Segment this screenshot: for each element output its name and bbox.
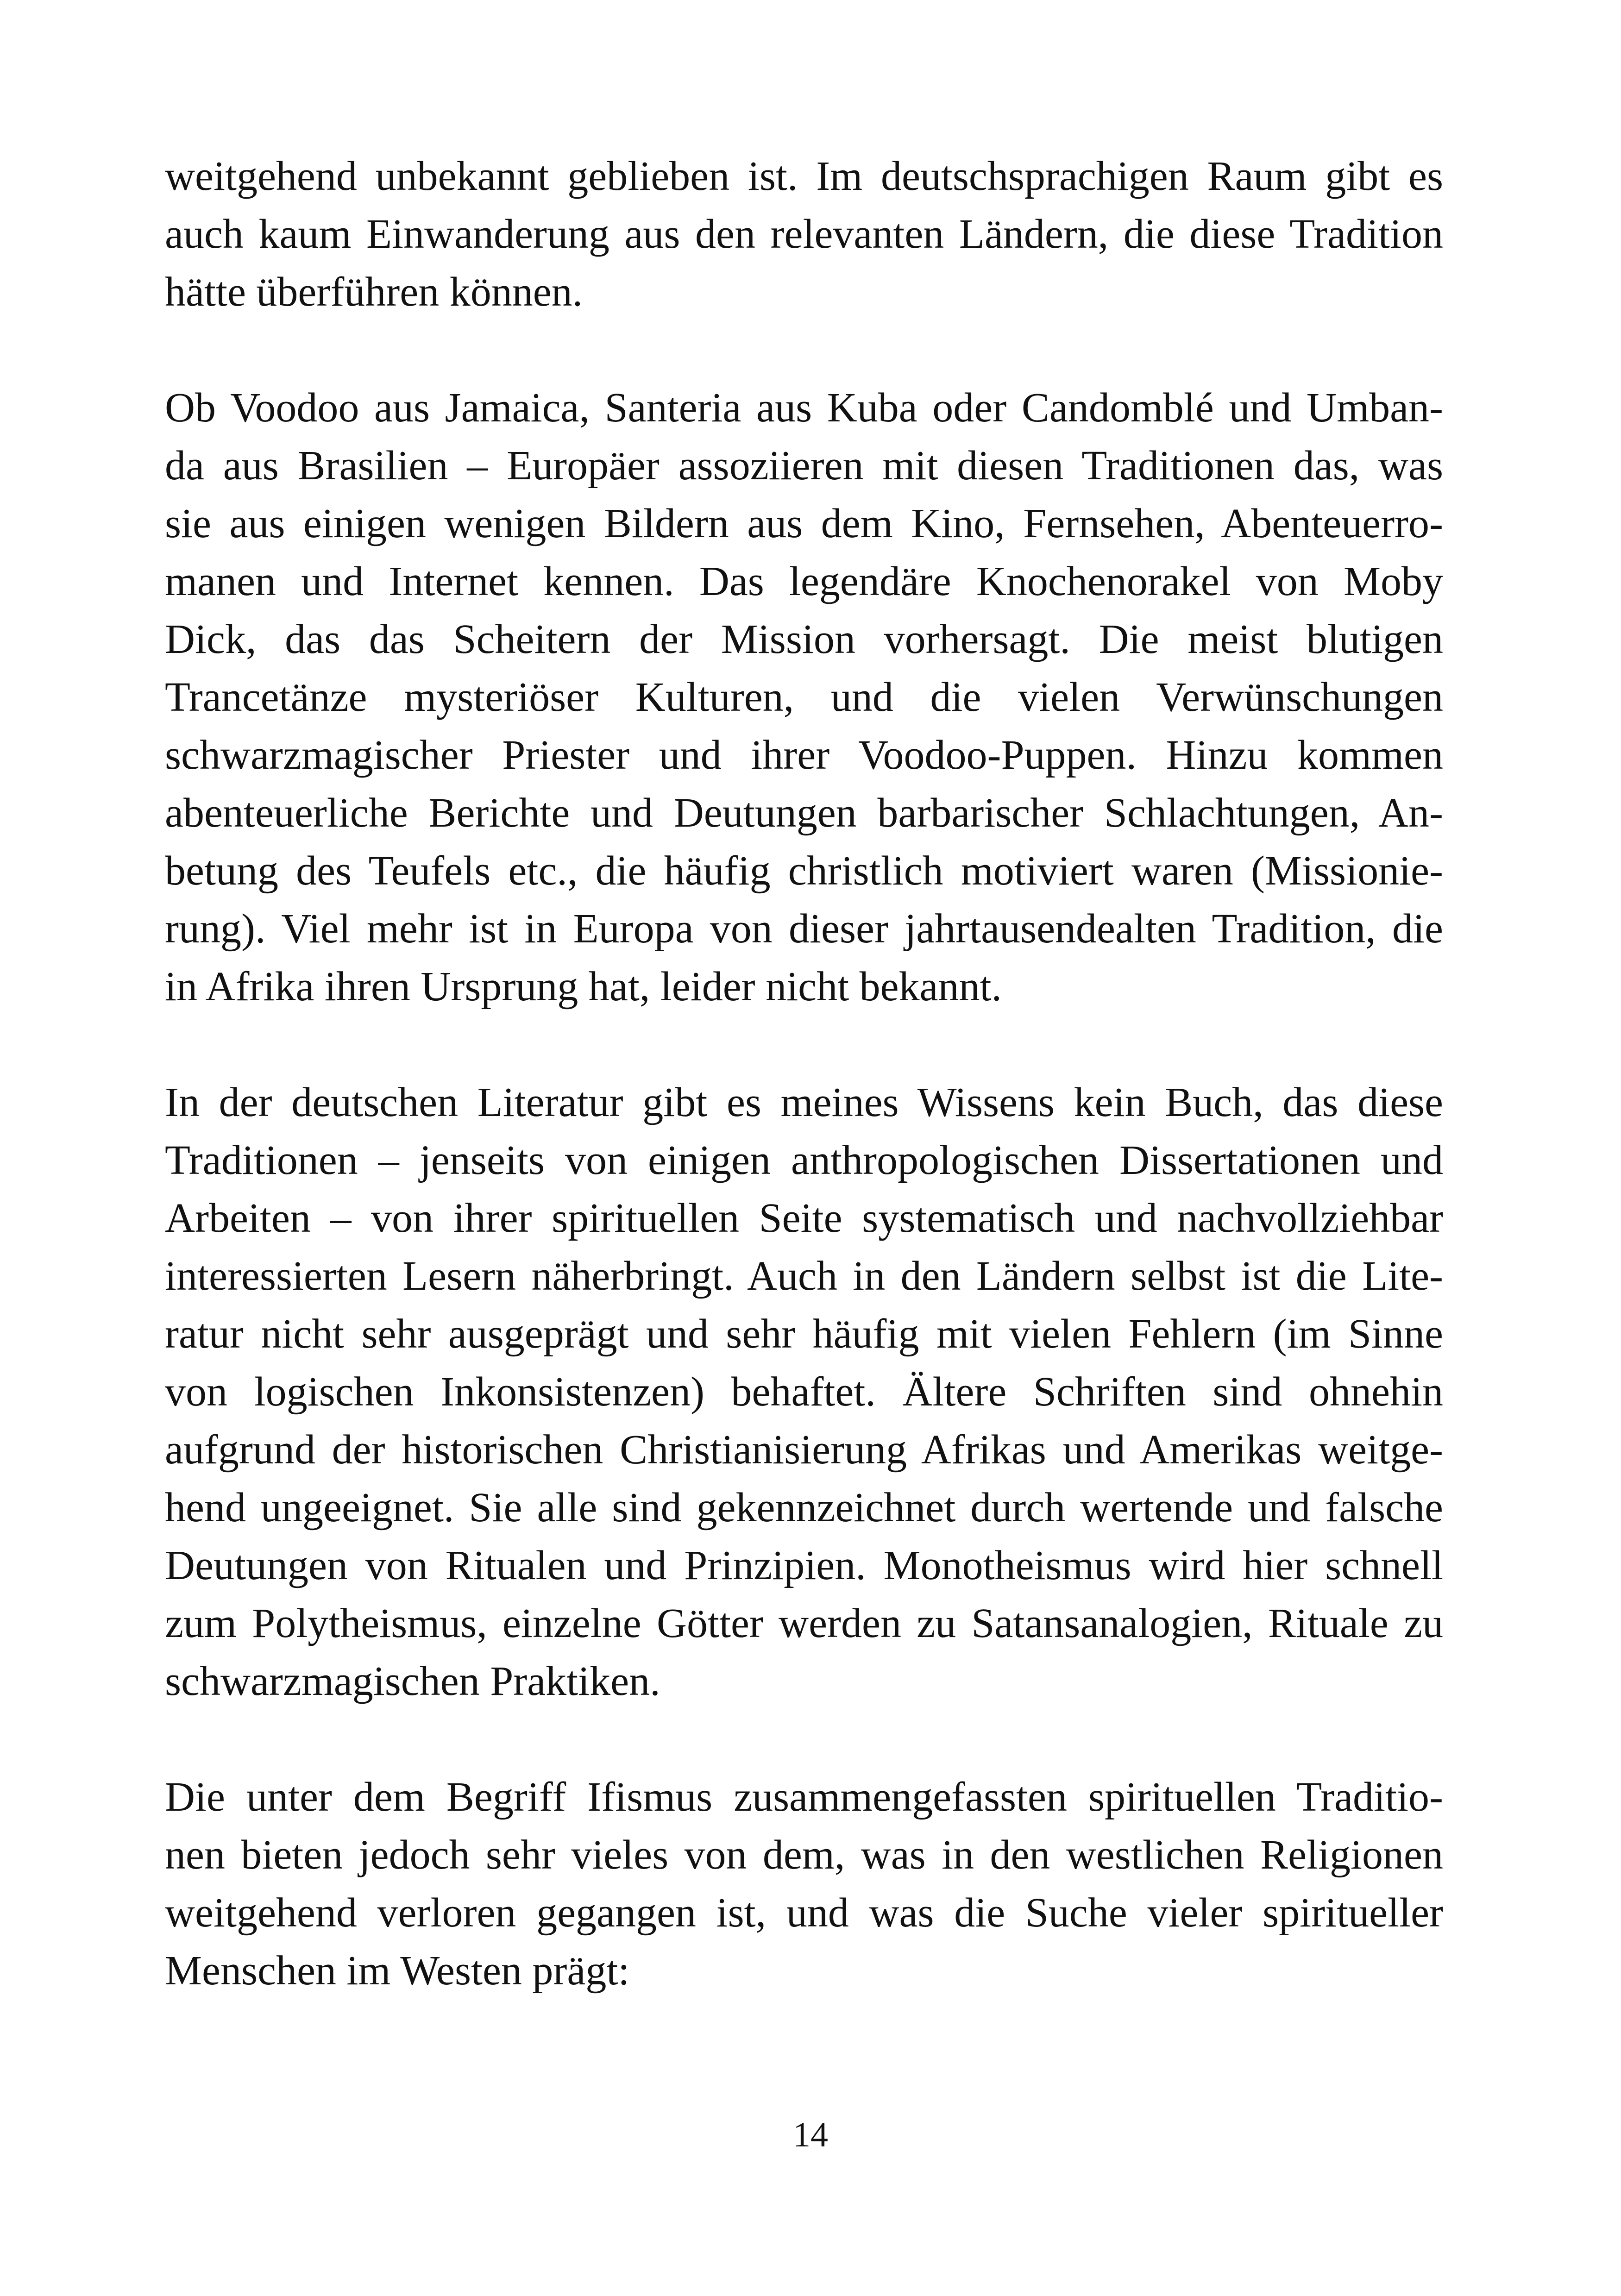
text-line: hätte überführen können.	[165, 269, 583, 315]
text-line: hend ungeeignet. Sie alle sind gekennzeichnet durch wertende und falsche	[165, 1485, 1443, 1531]
text-line: ratur nicht sehr ausgeprägt und sehr häufig mit vielen Fehlern (im Sinne	[165, 1311, 1443, 1357]
text-line: nen bieten jedoch sehr vieles von dem, was in den westlichen Religionen	[165, 1832, 1443, 1878]
text-line: Deutungen von Ritualen und Prinzipien. Monotheismus wird hier schnell	[165, 1543, 1443, 1588]
text-line: Traditionen – jenseits von einigen anthropologischen Dissertationen und	[165, 1137, 1443, 1183]
text-line: aufgrund der historischen Christianisierung Afrikas und Amerikas weitge-	[165, 1427, 1443, 1473]
text-line: Die unter dem Begriff Ifismus zusammengefassten spirituellen Traditio-	[165, 1774, 1443, 1820]
text-line: weitgehend verloren gegangen ist, und was die Suche vieler spiritueller	[165, 1890, 1443, 1936]
text-line: da aus Brasilien – Europäer assoziieren mit diesen Traditionen das, was	[165, 443, 1443, 489]
page-number: 14	[793, 2115, 828, 2154]
text-line: zum Polytheismus, einzelne Götter werden zu Satansanalogien, Rituale zu	[165, 1600, 1443, 1646]
text-line: von logischen Inkonsistenzen) behaftet. Ältere Schriften sind ohnehin	[165, 1369, 1443, 1415]
text-line: Menschen im Westen prägt:	[165, 1948, 630, 1994]
paragraph	[165, 147, 1443, 321]
text-line: Ob Voodoo aus Jamaica, Santeria aus Kuba oder Candomblé und Umban-	[165, 385, 1443, 431]
body-text	[165, 147, 1443, 2058]
text-line: In der deutschen Literatur gibt es meines Wissens kein Buch, das diese	[165, 1079, 1443, 1125]
text-line: in Afrika ihren Ursprung hat, leider nicht bekannt.	[165, 964, 1002, 1010]
text-line: betung des Teufels etc., die häufig christlich motiviert waren (Missionie-	[165, 848, 1443, 894]
text-line: sie aus einigen wenigen Bildern aus dem Kino, Fernsehen, Abenteuerro-	[165, 501, 1443, 546]
text-line: Dick, das das Scheitern der Mission vorhersagt. Die meist blutigen	[165, 616, 1443, 662]
text-line: abenteuerliche Berichte und Deutungen barbarischer Schlachtungen, An-	[165, 790, 1443, 836]
text-line: weitgehend unbekannt geblieben ist. Im deutschsprachigen Raum gibt es	[165, 153, 1443, 199]
text-line: rung). Viel mehr ist in Europa von dieser jahrtausendealten Tradition, die	[165, 906, 1443, 952]
text-line: schwarzmagischer Priester und ihrer Voodoo-Puppen. Hinzu kommen	[165, 732, 1443, 778]
text-line: schwarzmagischen Praktiken.	[165, 1658, 660, 1704]
text-line: Trancetänze mysteriöser Kulturen, und die vielen Verwünschungen	[165, 674, 1443, 720]
text-line: auch kaum Einwanderung aus den relevanten Ländern, die diese Tradition	[165, 211, 1443, 257]
text-line: interessierten Lesern näherbringt. Auch in den Ländern selbst ist die Lite-	[165, 1253, 1443, 1299]
text-line: Arbeiten – von ihrer spirituellen Seite systematisch und nachvollziehbar	[165, 1195, 1443, 1241]
paragraph	[165, 1073, 1443, 1710]
paragraph	[165, 379, 1443, 1016]
paragraph	[165, 1768, 1443, 2000]
text-line: manen und Internet kennen. Das legendäre Knochenorakel von Moby	[165, 558, 1443, 604]
